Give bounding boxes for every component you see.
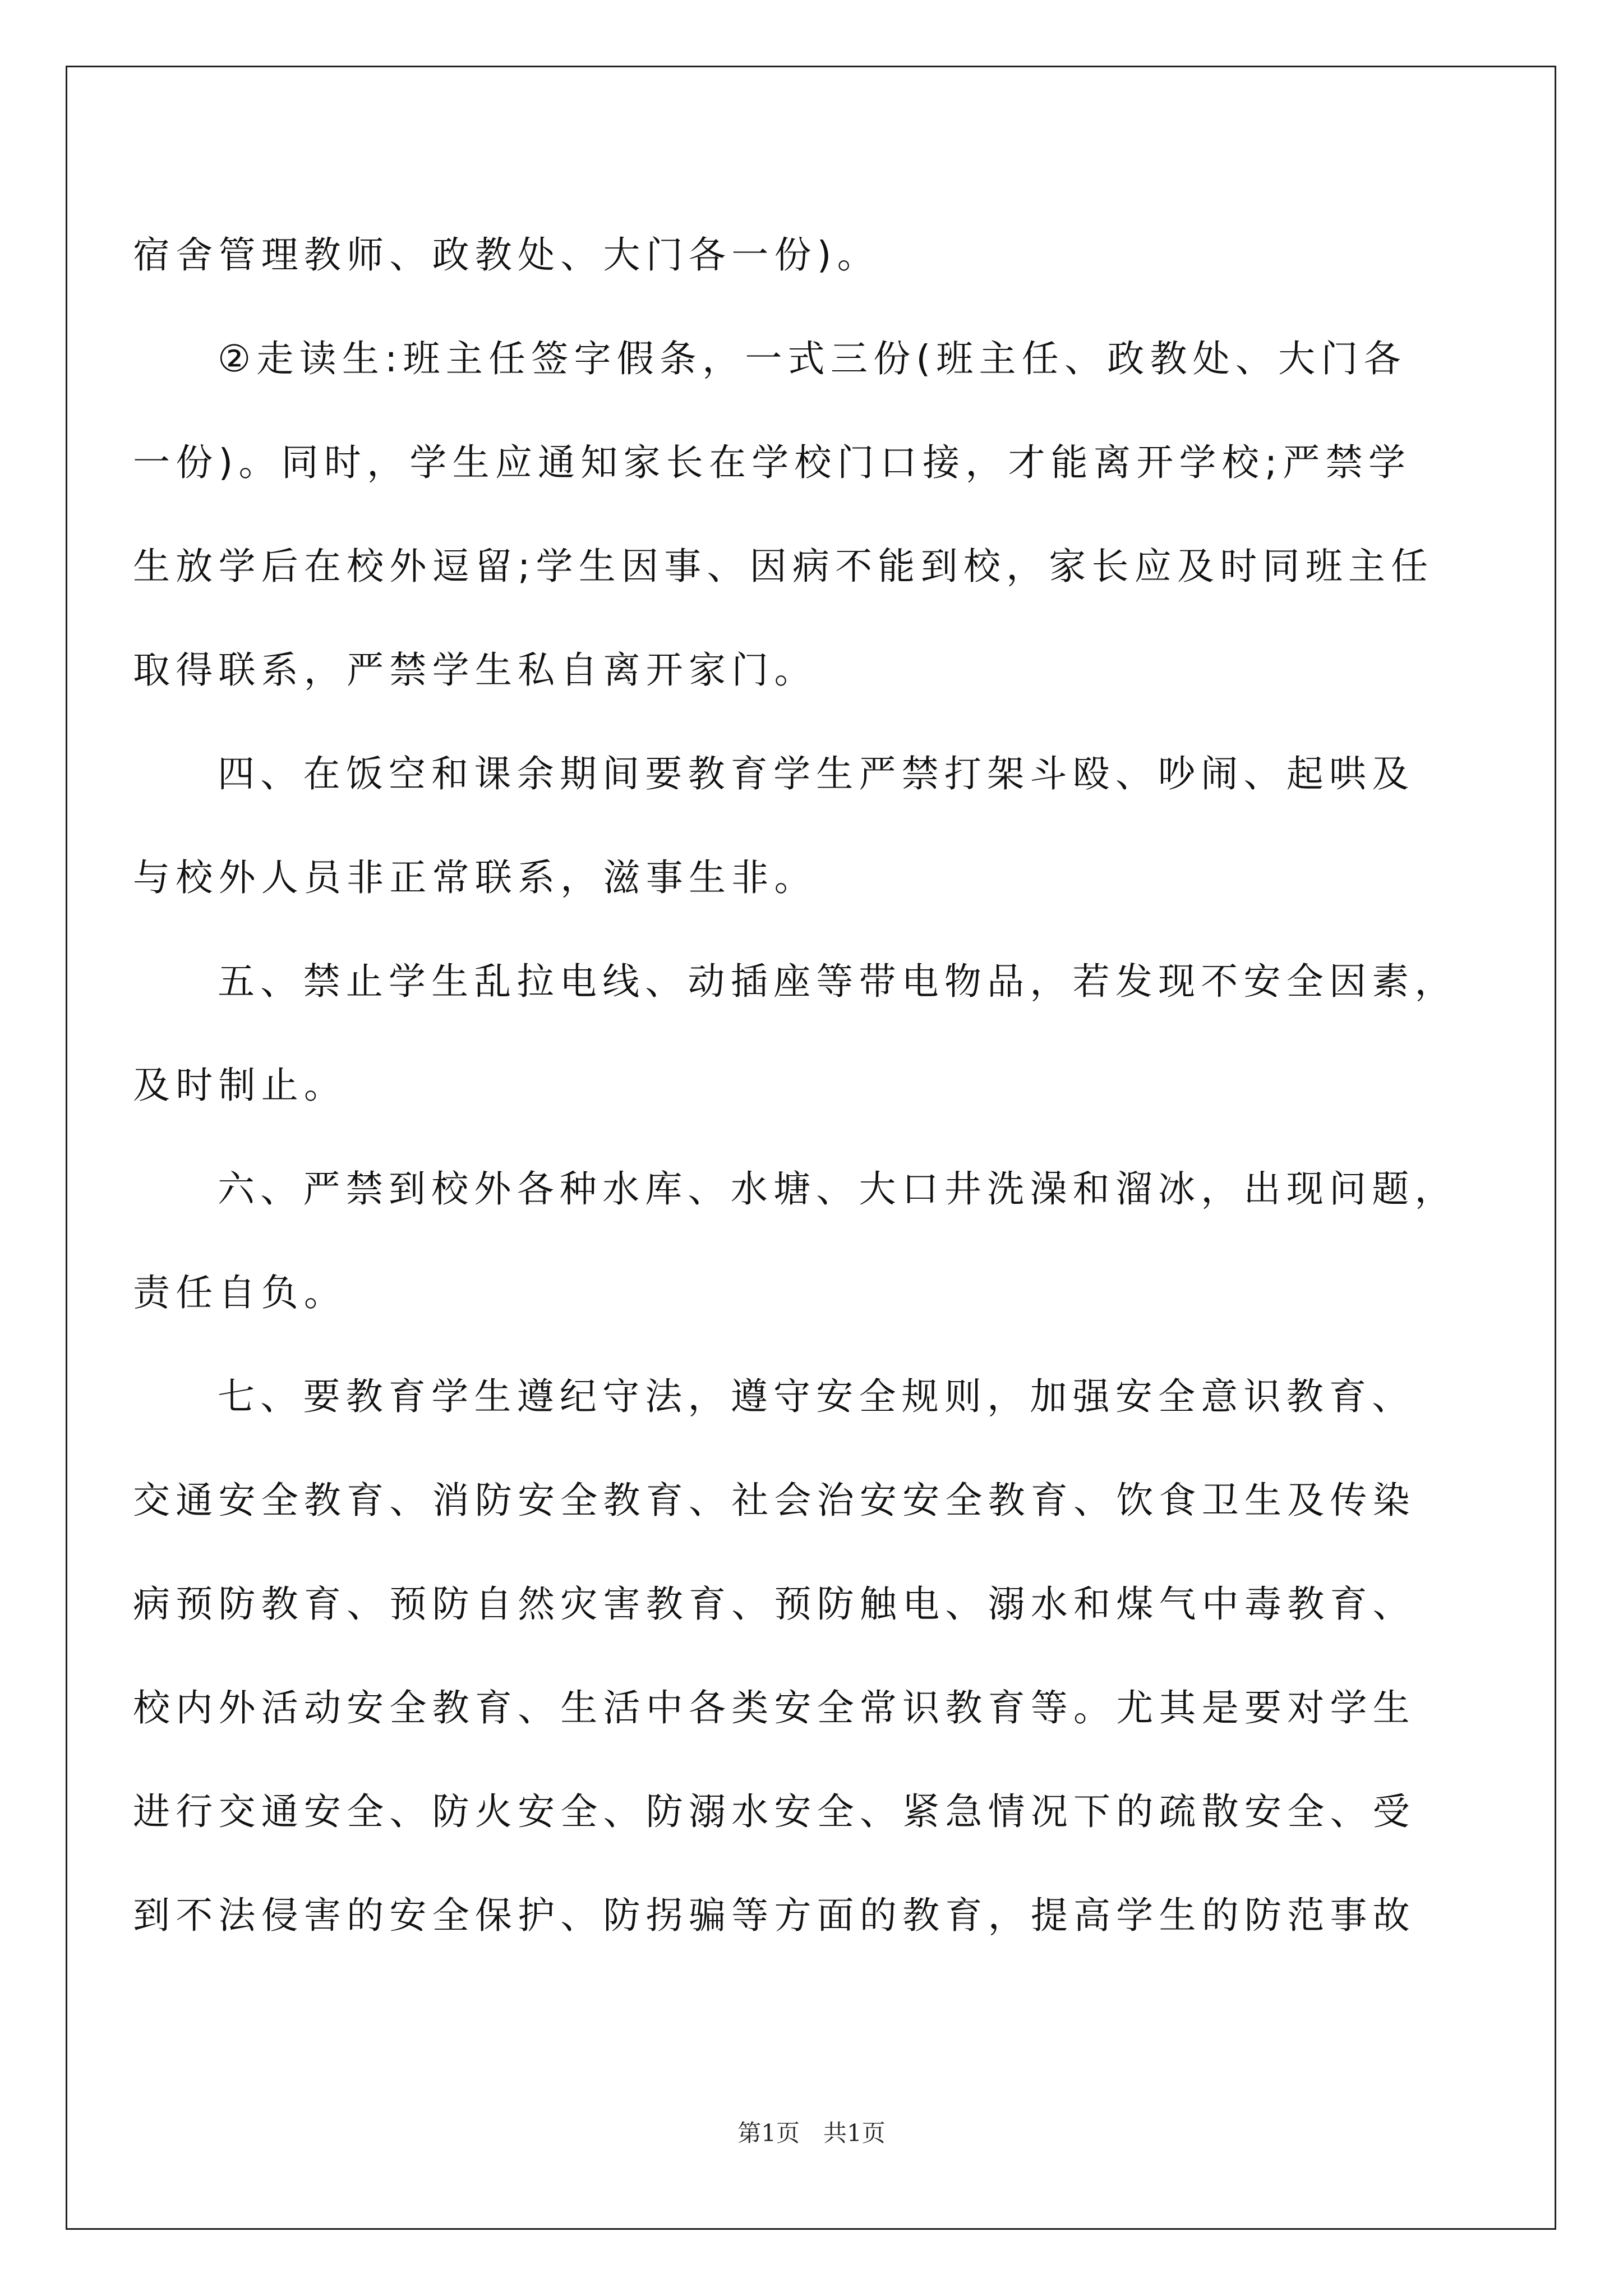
paragraph-line: 责任自负。 xyxy=(133,1271,347,1314)
paragraph-line: 一份)。同时，学生应通知家长在学校门口接，才能离开学校;严禁学 xyxy=(133,441,1412,484)
page-footer: 第1页 共1页 xyxy=(737,2119,886,2147)
paragraph-line: 交通安全教育、消防安全教育、社会治安安全教育、饮食卫生及传染 xyxy=(133,1479,1415,1522)
paragraph-line: 取得联系，严禁学生私自离开家门。 xyxy=(133,648,817,692)
paragraph-line: ②走读生:班主任签字假条，一式三份(班主任、政教处、大门各 xyxy=(218,337,1407,380)
paragraph-line: 及时制止。 xyxy=(133,1064,347,1107)
paragraph-line: 与校外人员非正常联系，滋事生非。 xyxy=(133,856,817,899)
paragraph-line: 进行交通安全、防火安全、防溺水安全、紧急情况下的疏散安全、受 xyxy=(133,1790,1415,1833)
paragraph-line: 五、禁止学生乱拉电线、动插座等带电物品，若发现不安全因素， xyxy=(218,960,1458,1003)
paragraph-line: 四、在饭空和课余期间要教育学生严禁打架斗殴、吵闹、起哄及 xyxy=(218,752,1415,795)
paragraph-line: 校内外活动安全教育、生活中各类安全常识教育等。尤其是要对学生 xyxy=(133,1686,1415,1729)
paragraph-line: 生放学后在校外逗留;学生因事、因病不能到校，家长应及时同班主任 xyxy=(133,545,1434,588)
paragraph-line: 七、要教育学生遵纪守法，遵守安全规则，加强安全意识教育、 xyxy=(218,1375,1415,1418)
paragraph-line: 宿舍管理教师、政教处、大门各一份)。 xyxy=(133,233,880,277)
paragraph-line: 到不法侵害的安全保护、防拐骗等方面的教育，提高学生的防范事故 xyxy=(133,1894,1415,1937)
paragraph-line: 六、严禁到校外各种水库、水塘、大口井洗澡和溜冰，出现问题， xyxy=(218,1167,1458,1211)
paragraph-line: 病预防教育、预防自然灾害教育、预防触电、溺水和煤气中毒教育、 xyxy=(133,1582,1415,1626)
